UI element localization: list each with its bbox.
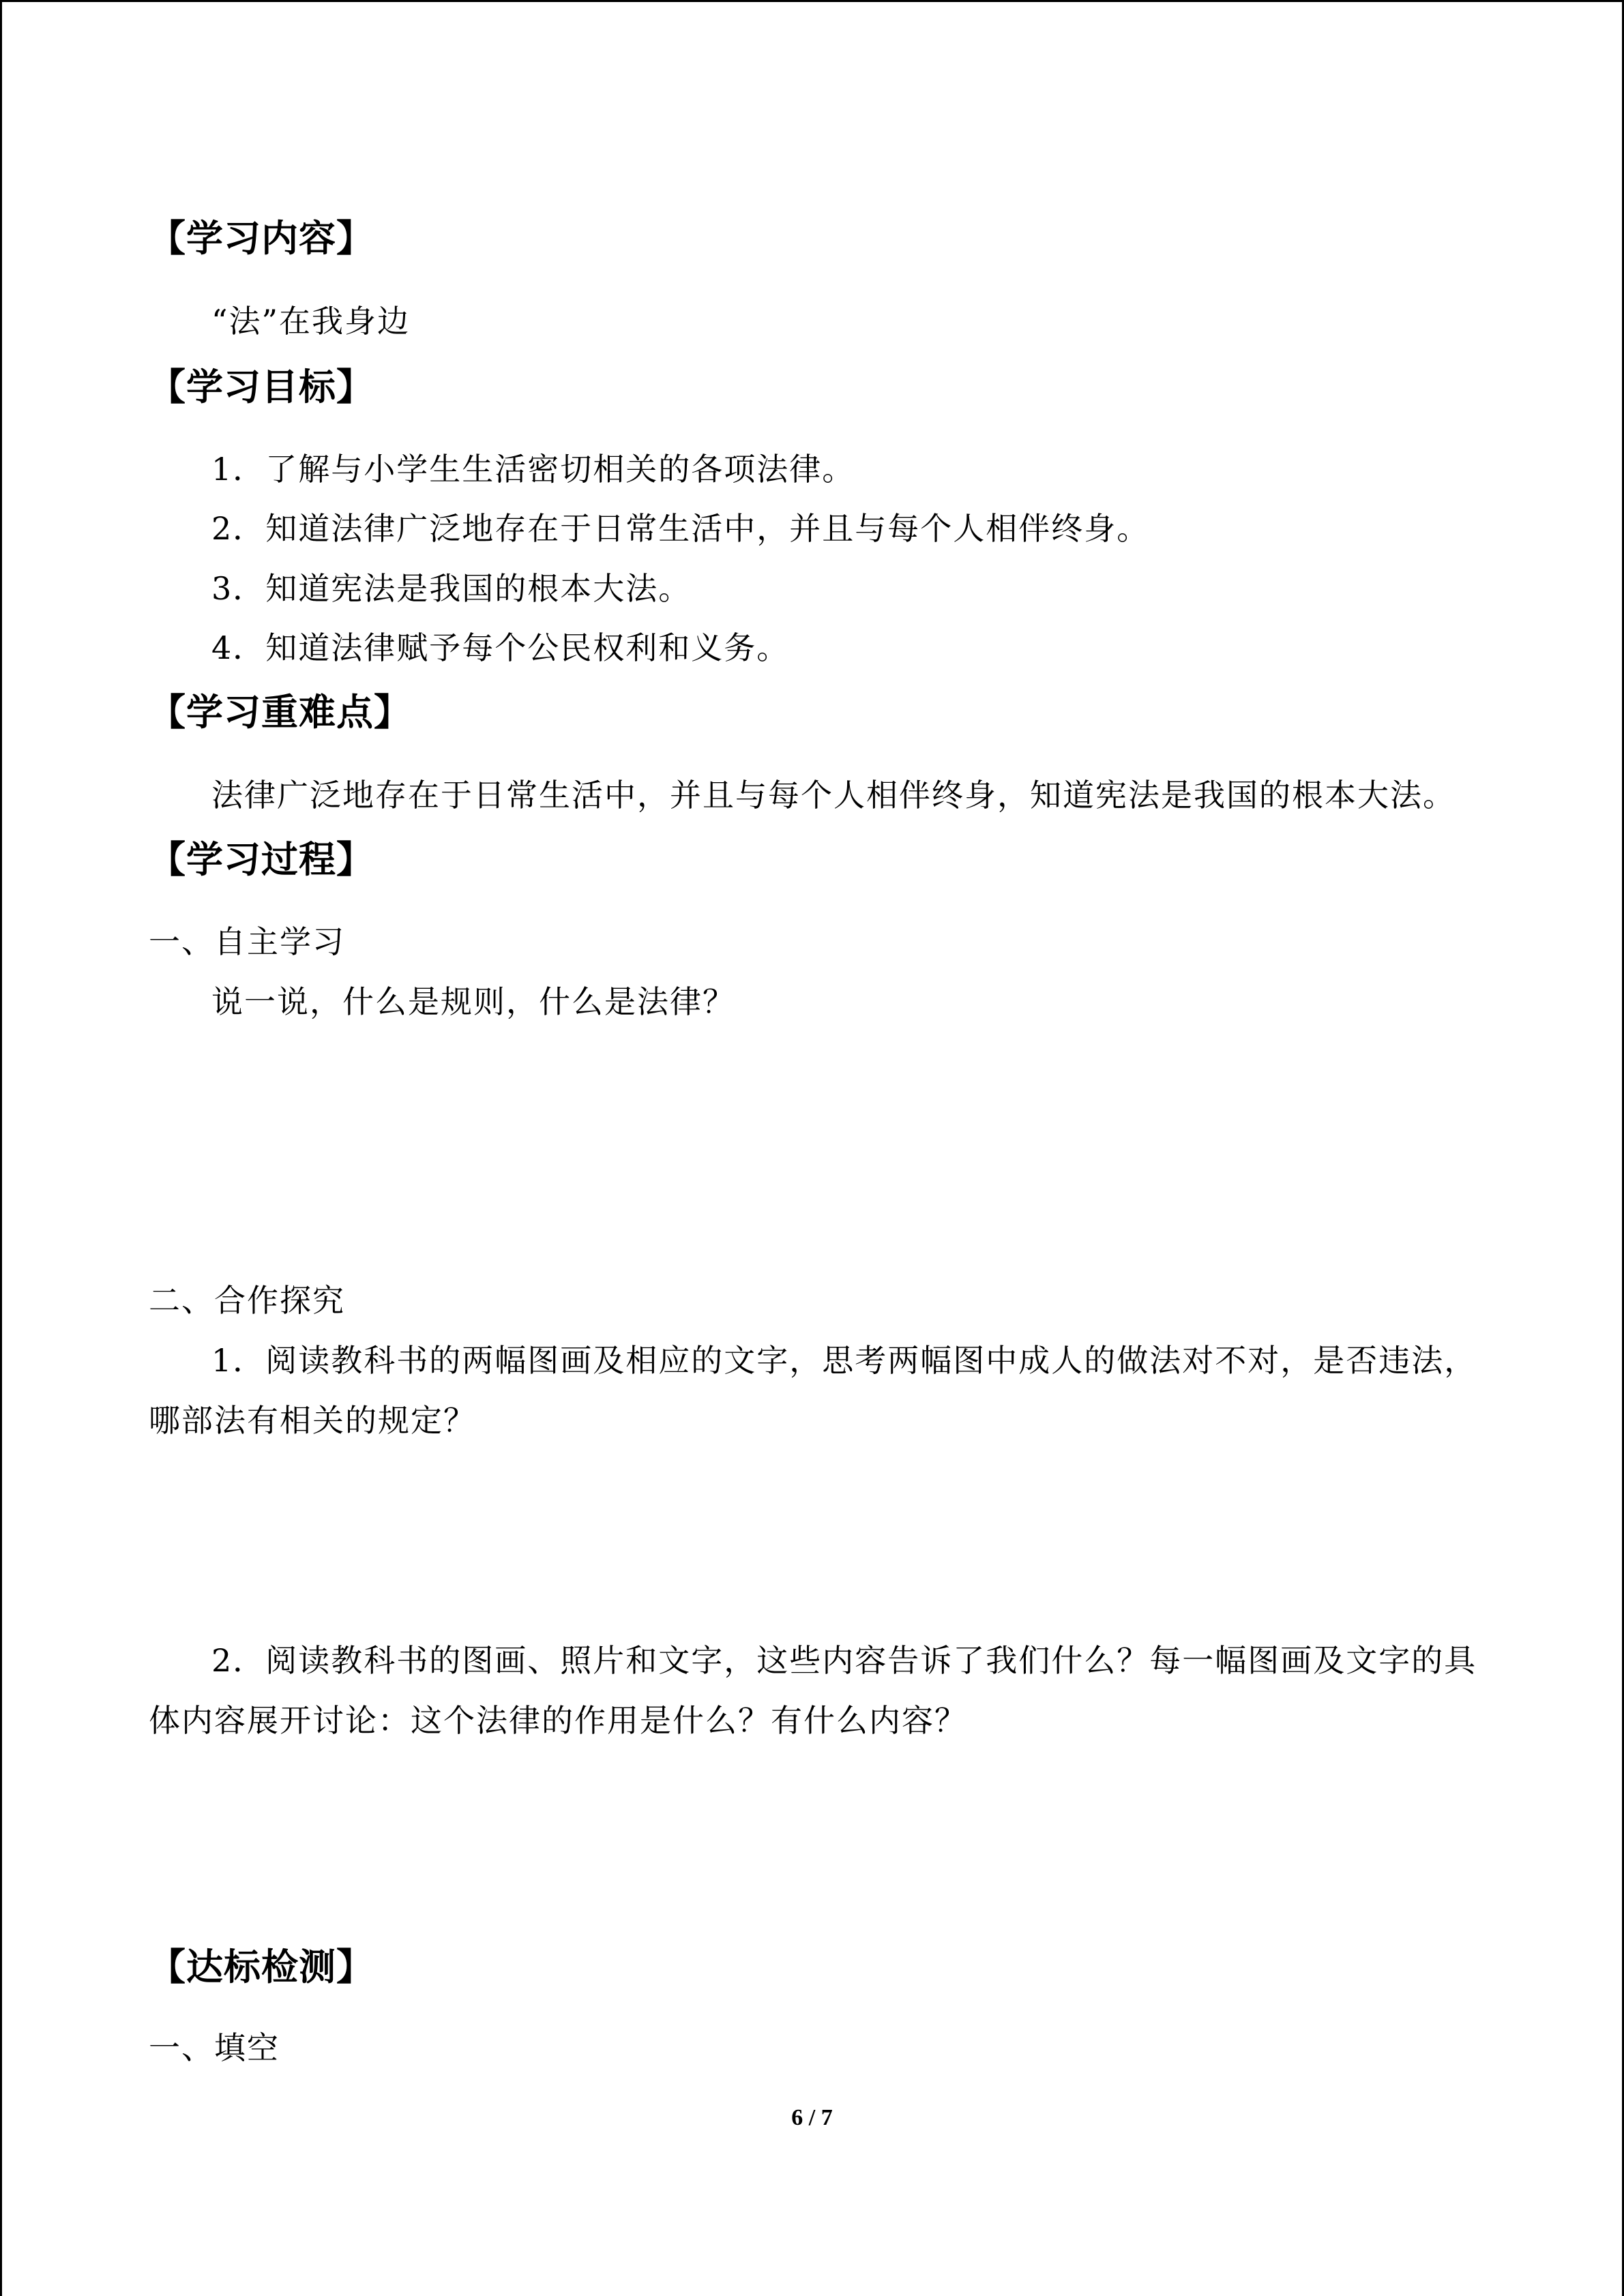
cooperative-q1-line1: 1．阅读教科书的两幅图画及相应的文字，思考两幅图中成人的做法对不对，是否违法， bbox=[211, 1342, 1477, 1379]
cooperative-q1-line2: 哪部法有相关的规定？ bbox=[149, 1402, 476, 1439]
cooperative-q2-line2: 体内容展开讨论：这个法律的作用是什么？有什么内容？ bbox=[149, 1702, 967, 1739]
key-points-heading: 【学习重难点】 bbox=[149, 691, 411, 734]
goal-item-4: 4．知道法律赋予每个公民权利和义务。 bbox=[211, 629, 790, 666]
goal-item-1: 1．了解与小学生生活密切相关的各项法律。 bbox=[211, 451, 855, 488]
process-heading: 【学习过程】 bbox=[149, 838, 374, 881]
self-study-question: 说一说，什么是规则，什么是法律？ bbox=[211, 983, 735, 1020]
goal-item-2: 2．知道法律广泛地存在于日常生活中，并且与每个人相伴终身。 bbox=[211, 510, 1150, 547]
goals-heading: 【学习目标】 bbox=[149, 366, 374, 408]
cooperative-title: 二、合作探究 bbox=[149, 1282, 345, 1319]
self-study-title: 一、自主学习 bbox=[149, 923, 345, 960]
content-heading: 【学习内容】 bbox=[149, 217, 374, 260]
test-heading: 【达标检测】 bbox=[149, 1945, 374, 1988]
page-number: 6 / 7 bbox=[791, 2105, 833, 2130]
key-points-text: 法律广泛地存在于日常生活中，并且与每个人相伴终身，知道宪法是我国的根本大法。 bbox=[211, 777, 1456, 814]
goal-item-3: 3．知道宪法是我国的根本大法。 bbox=[211, 570, 692, 607]
cooperative-q2-line1: 2．阅读教科书的图画、照片和文字，这些内容告诉了我们什么？每一幅图画及文字的具 bbox=[211, 1642, 1477, 1679]
content-text: “法”在我身边 bbox=[211, 303, 411, 340]
fill-in-title: 一、填空 bbox=[149, 2029, 280, 2066]
